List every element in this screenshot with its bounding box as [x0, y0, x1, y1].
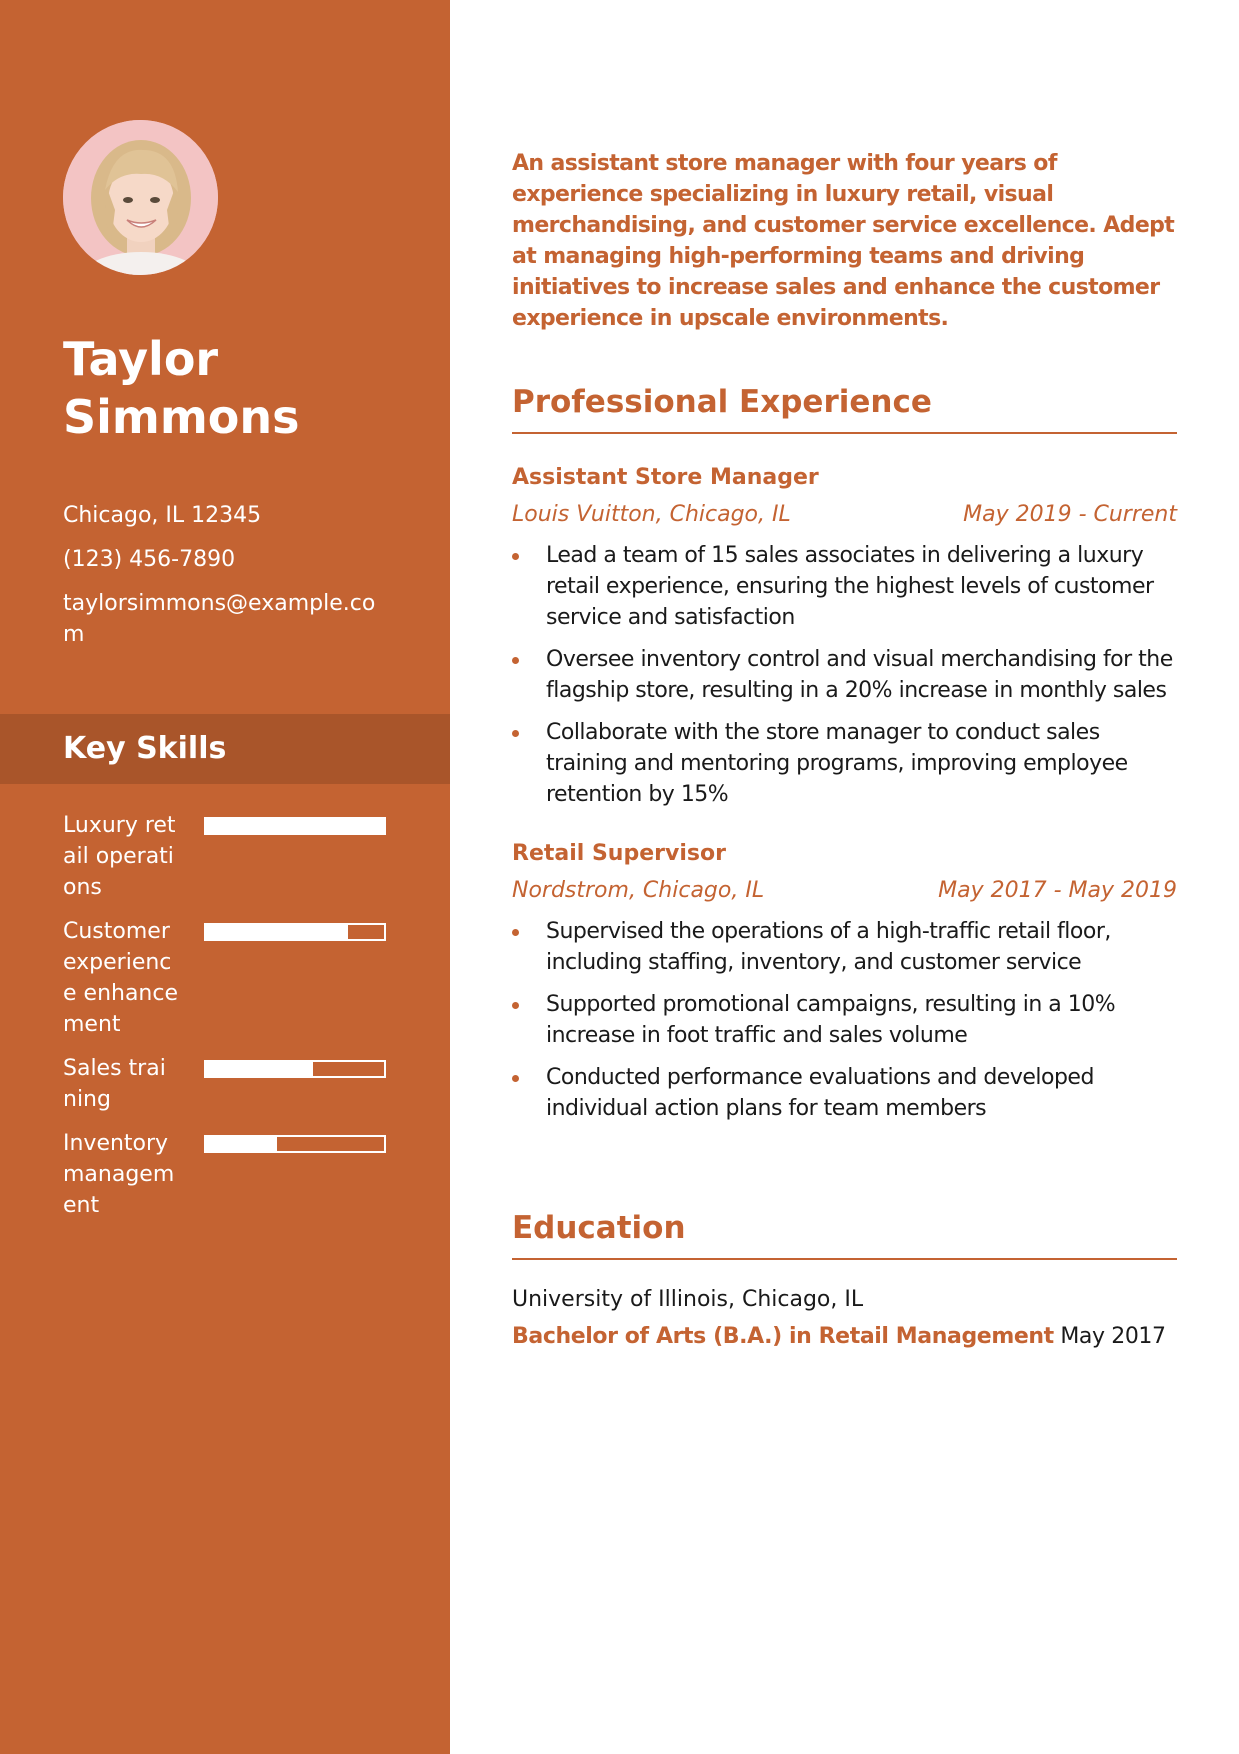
experience-title: Professional Experience: [512, 384, 1177, 434]
skills-list: [63, 810, 393, 1234]
list-item: [512, 1062, 1177, 1124]
skill-item: [63, 1053, 393, 1115]
bullet-text: Supervised the operations of a high-traffic retail floor, including staffing, inventory, and customer service: [546, 919, 1111, 975]
skill-level-bar: [204, 923, 386, 941]
list-item: [512, 989, 1177, 1051]
job-bullets: [512, 540, 1177, 810]
list-item: [512, 644, 1177, 706]
skill-level-fill: [206, 925, 348, 939]
bullet-text: Supported promotional campaigns, resulting in a 10% increase in foot traffic and sales volume: [546, 992, 1116, 1048]
bullet-text: Collaborate with the store manager to conduct sales training and mentoring programs, improving employee retention by 15%: [546, 720, 1128, 807]
email: taylorsimmons@example.com: [63, 591, 376, 647]
contact-info: [63, 500, 393, 663]
sidebar: [0, 0, 450, 1754]
skill-label: Sales training: [63, 1056, 166, 1112]
job-company: Nordstrom, Chicago, IL: [512, 878, 765, 903]
bullet-icon: [512, 657, 519, 664]
skill-label: Customer experience enhancement: [63, 919, 179, 1037]
bullet-icon: [512, 553, 519, 560]
last-name: Simmons: [63, 390, 300, 444]
job-title: Retail Supervisor: [512, 841, 726, 866]
skill-level-bar: [204, 817, 386, 835]
skill-item: [63, 810, 393, 903]
location: Chicago, IL 12345: [63, 503, 262, 528]
education-school: University of Illinois, Chicago, IL: [512, 1287, 864, 1312]
job-bullets: [512, 916, 1177, 1124]
skills-title: Key Skills: [63, 731, 227, 766]
skill-level-fill: [206, 1062, 313, 1076]
skill-level-fill: [206, 1137, 277, 1151]
professional-summary: An assistant store manager with four years of experience specializing in luxury retail, visual merchandising, and customer service excellence. Adept at managing high-performing teams and driving initiatives to increase sales and enhance the customer experience in upscale environments.: [512, 151, 1175, 331]
list-item: [512, 540, 1177, 633]
skill-level-fill: [206, 819, 384, 833]
skill-item: [63, 1128, 393, 1221]
education-title: Education: [512, 1210, 1177, 1260]
job-meta: [512, 875, 1177, 906]
job-company: Louis Vuitton, Chicago, IL: [512, 502, 791, 527]
main-content: [512, 148, 1177, 1349]
bullet-text: Lead a team of 15 sales associates in delivering a luxury retail experience, ensuring the highest levels of customer service and satisfaction: [546, 543, 1154, 630]
skill-item: [63, 916, 393, 1040]
education-section: [512, 1210, 1177, 1352]
bullet-icon: [512, 1002, 519, 1009]
skill-level-bar: [204, 1060, 386, 1078]
job-dates: May 2017 - May 2019: [938, 878, 1177, 903]
skill-level-bar: [204, 1135, 386, 1153]
job-title: Assistant Store Manager: [512, 465, 819, 490]
experience-section: [512, 384, 1177, 1135]
job-meta: [512, 499, 1177, 530]
avatar: [63, 120, 218, 275]
education-degree-line: [512, 1321, 1177, 1352]
profile-photo: [63, 120, 218, 275]
bullet-text: Conducted performance evaluations and developed individual action plans for team members: [546, 1065, 1094, 1121]
candidate-name: [63, 330, 423, 446]
skills-header: [0, 714, 450, 784]
first-name: Taylor: [63, 332, 219, 386]
job-entry: [512, 838, 1177, 1124]
bullet-icon: [512, 929, 519, 936]
bullet-text: Oversee inventory control and visual merchandising for the flagship store, resulting in a 20% increase in monthly sales: [546, 647, 1173, 703]
education-degree: Bachelor of Arts (B.A.) in Retail Management: [512, 1324, 1054, 1349]
list-item: [512, 717, 1177, 810]
phone: (123) 456-7890: [63, 547, 236, 572]
list-item: [512, 916, 1177, 978]
job-dates: May 2019 - Current: [963, 502, 1177, 527]
skill-label: Inventory management: [63, 1131, 175, 1218]
bullet-icon: [512, 730, 519, 737]
bullet-icon: [512, 1075, 519, 1082]
job-entry: [512, 462, 1177, 810]
skill-label: Luxury retail operations: [63, 813, 176, 900]
education-date: May 2017: [1060, 1324, 1166, 1349]
